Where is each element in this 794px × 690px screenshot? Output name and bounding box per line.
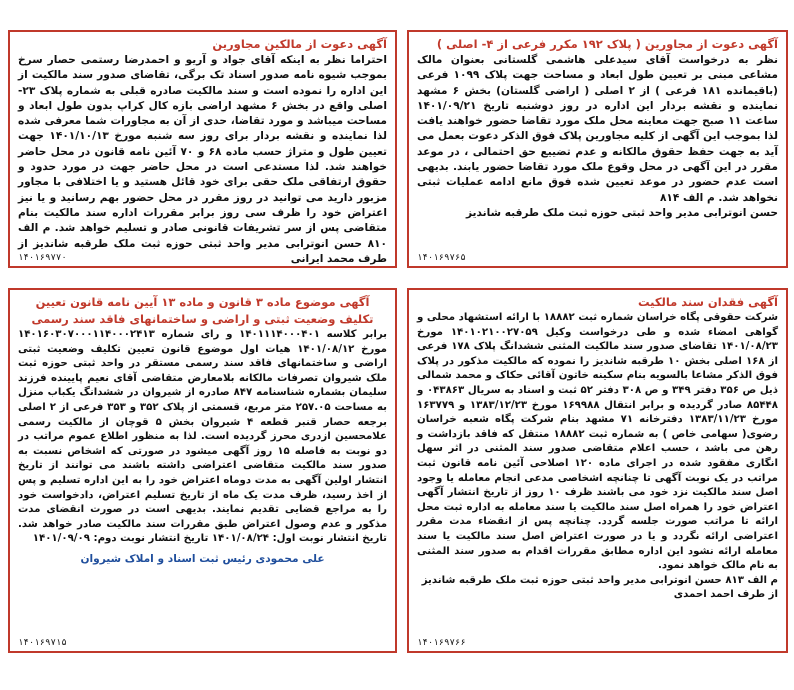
notice-body: برابر کلاسه ۱۴۰۱۱۱۴۰۰۰۴۰۱ و رای شماره ۱۴۰۱۶۰۳۰۷۰۰۰۱۱۴۰۰۰۲۴۱۳ مورخ ۱۴۰۱/۰۸/۱۲ هیات اول موضوع قانون تعیین تکلیف وضعیت ثبتی اراضی و ساختمانهای فاقد سند رسمی مستقر در واحد ثبتی حوزه ثبت ملک شیروان تصرفات مالکانه بلامعارض متقاضی آقای نعیم پایینده فرزند سلیمان بشماره شناسنامه ۸۴۷ صادره از شیروان در ششدانگ یکباب منزل به مساحت ۲۵۷.۰۵ متر مربع، قسمتی از پلاک ۳۵۲ و ۳۵۳ فرعی از ۲ اصلی برجعه حصار قنبر قطعه ۴ شیروان بخش ۵ قوچان از مالکیت رسمی علامحسین ازدری محرز گردیده است. لذا به منظور اطلاع عموم مراتب در دو نوبت به فاصله ۱۵ روز آگهی میشود در صورتی که اشخاص نسبت به صدور سند مالکیت متقاضی اعتراضی داشته باشند می توانند از تاریخ انتشار اولین آگهی به مدت دوماه اعتراض خود را به این اداره تسلیم و پس از اخذ رسید، ظرف مدت یک ماه از تاریخ تسلیم اعتراض، دادخواست خود را به مراجع قضایی تقدیم نمایند. بدیهی است در صورت انقضای مدت مذکور و عدم وصول اعتراض طبق مقررات سند مالکیت صادر خواهد شد. تاریخ انتشار نوبت اول: ۱۴۰۱/۰۸/۲۴ تاریخ انتشار نوبت دوم: ۱۴۰۱/۰۹/۰۹ [18, 329, 387, 545]
notice-neighbors-owners [8, 30, 397, 268]
notice-title: آگهی فقدان سند مالکیت [637, 295, 778, 309]
notice-body: احتراما نظر به اینکه آقای جواد و آریو و احمدرضا رستمی حصار سرخ بموجب شیوه نامه صدور اسناد تک برگی، تقاضای صدور سند مالکیت از این اداره را نموده است و سند مالکیت صادره قبلی به شماره پلاک ۲۳- اصلی واقع در بخش ۶ مشهد اراضی بازه کال کراپ بدون طول ابعاد و مساحت میباشد و مورد تقاضا، حدی از آن به مجاورات شما معرفی شده لذا نماینده و نقشه بردار برای روز سه شنبه مورخ ۱۴۰۱/۱۰/۱۳ جهت تعیین طول و متراژ حسب ماده ۶۸ و ۷۰ آئین نامه قانون در محل حاضر خواهند شد. لذا مستدعی است در محل حاضر جهت در مورد حدود و حقوق ارتفاقی ملک حقی برای خود قائل هستید و یا اختلافی با مجاور مزبور دارید می توانید در روز مقرر در محل حضور بهم رسانید و یا نیز اعتراض خود را ظرف سی روز برابر مقررات اداره سند مالکیت بنام متقاضی پس از سر تشریفات قانونی صادر و تسلیم خواهد شد. م الف ۸۱۰ حسن انوترابی مدیر واحد ثبتی حوزه ثبت ملک طرقبه شاندیز از طرف محمد ایرانی [18, 54, 387, 265]
notice-signature: حسن انوترابی مدیر واحد ثبتی حوزه ثبت ملک طرقبه شاندیز [465, 206, 778, 219]
notice-signature: م الف ۸۱۳ حسن انوترابی مدیر واحد ثبتی حوزه ثبت ملک طرقبه شاندیز از طرف احمد احمدی [421, 574, 778, 601]
notice-code: ۱۴۰۱۶۹۷۶۵ [417, 253, 466, 263]
notice-code: ۱۴۰۱۶۹۷۱۵ [18, 638, 67, 648]
notice-body: نظر به درخواست آقای سیدعلی هاشمی گلستانی بعنوان مالک مشاعی مبنی بر تعیین طول ابعاد و مساحت جهت پلاک ۱۰۹۹ فرعی (باقیمانده ۱۸۱ فرعی ) از ۲ اصلی ( اراضی گلستان) بخش ۶ مشهد نماینده و نقشه بردار این اداره در روز دوشنبه تاریخ ۱۴۰۱/۰۹/۲۱ ساعت ۱۱ صبح جهت معاینه محل ملک مورد تقاضا حضور خواهند یافت لذا بموجب این آگهی از کلیه مجاورین پلاک فوق الذکر دعوت بعمل می آید به جهت حفظ حقوق مالکانه و عدم تضییع حق احتمالی ، در موعد مقرر در این آگهی در محل وقوع ملک مورد تقاضا حضور یابند. بدیهی است عدم حضور در موعد تعیین شده فوق مانع ادامه عملیات ثبتی نخواهد شد. م الف ۸۱۴ [417, 54, 778, 204]
notice-body: شرکت حقوقی پگاه خراسان شماره ثبت ۱۸۸۸۲ با ارائه استشهاد محلی و گواهی امضاء شده و طی درخواست وکیل ۱۴۰۱۰۲۱۰۰۲۷۰۵۹ مورخ ۱۴۰۱/۰۸/۲۳ تقاضای صدور سند مالکیت المثنی ششدانگ پلاک ۱۷۸ فرعی از ۱۶۸ اصلی بخش ۱۰ طرقبه شاندیز را نموده که مالکیت مذکور در پلاک فوق الذکر مشاعا بالسویه بنام سکینه خاتون آقائی حکاک و محمد شمالی ذیل ص ۳۵۶ دفتر ۳۴۹ و ص ۳۰۸ دفتر ۵۲ ثبت و اسناد به سریال ۰۴۳۸۶۳ و ۸۵۴۴۸ صادر گردیده و برابر انتقال ۱۶۹۹۸۸ مورخ ۱۳۸۳/۱۲/۲۳ و ۱۶۳۷۷۹ مورخ ۱۳۸۳/۱۱/۲۳ دفترخانه ۷۱ مشهد بنام شرکت پگاه شعبه خراسان رضوی( سهامی خاص ) به شماره ثبت ۱۸۸۸۲ منتقل که فاقد بازداشت و رهن می باشد ، حسب اعلام متقاضی صدور سند المثنی در اثر سهل انگاری مفقود شده در اجرای ماده ۱۲۰ اصلاحی آئین نامه قانون ثبت مراتب در یک نوبت آگهی تا چنانچه اشخاصی مدعی انجام معامله یا وجود اصل سند مالکیت نزد خود می باشند ظرف ۱۰ روز از تاریخ انتشار آگهی اعتراض خود را همراه اصل سند مالکیت یا سند معامله به اداره ثبت محل ارائه تا مراتب صورت جلسه گردد. چنانچه پس از انقضاء مدت مقرر اعتراضی ارائه نگردد و یا در صورت اعتراض اصل سند مالکیت یا سند معامله ارائه نشود این اداره مطابق مقررات اقدام به صدور سند المثنی به نام مالک خواهد نمود. [417, 312, 779, 572]
notice-signature: علی محمودی رئیس ثبت اسناد و املاک شیروان [80, 552, 325, 565]
notice-neighbors-plaque-192 [407, 30, 788, 268]
notice-article-3-law [8, 288, 397, 653]
notice-code: ۱۴۰۱۶۹۷۷۰ [18, 253, 67, 263]
notice-lost-deed [407, 288, 788, 653]
notice-code: ۱۴۰۱۶۹۷۶۶ [417, 638, 466, 648]
notice-title: آگهی دعوت از مجاورین ( پلاک ۱۹۲ مکرر فرعی از ۴- اصلی ) [436, 37, 778, 51]
notice-title: آگهی موضوع ماده ۳ قانون و ماده ۱۳ آیین نامه قانون تعیین تکلیف وضعیت ثبتی و اراضی و ساختمانهای فاقد سند رسمی [31, 295, 374, 326]
notice-title: آگهی دعوت از مالکین مجاورین [212, 37, 387, 51]
